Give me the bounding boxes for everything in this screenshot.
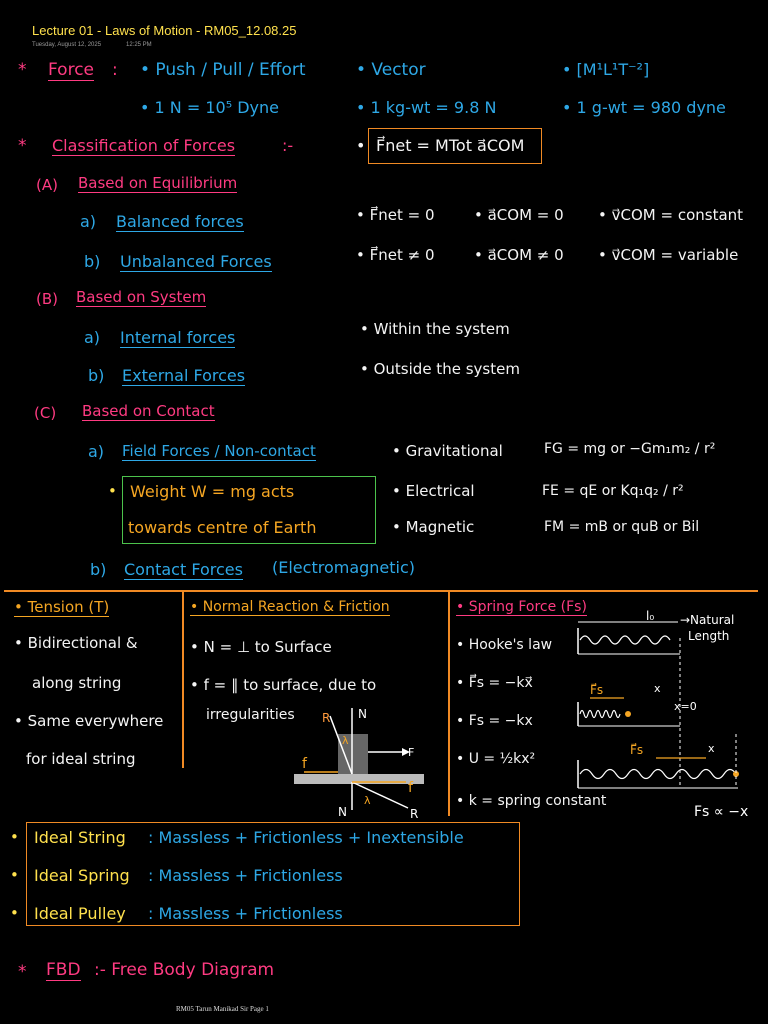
spring-line-5: • k = spring constant	[456, 793, 607, 809]
magnetic-label: • Magnetic	[392, 518, 475, 536]
label-f-left: f	[302, 756, 307, 772]
balanced-cond-fnet: • F⃗net = 0	[356, 206, 435, 224]
weight-line-1: Weight W = mg acts	[130, 482, 295, 501]
natural-label: →Natural	[680, 613, 735, 627]
gravitational-label: • Gravitational	[392, 442, 503, 460]
ideal-spring-title: Ideal Spring	[34, 866, 130, 885]
time-stamp: 12:25 PM	[126, 42, 152, 48]
unbalanced-cond-fnet: • F⃗net ≠ 0	[356, 246, 435, 264]
ideal-spring-props: : Massless + Frictionless	[148, 866, 343, 885]
ideal-string-bullet: •	[10, 828, 19, 846]
internal-desc: • Within the system	[360, 320, 510, 338]
force-colon: :	[112, 60, 118, 80]
electrical-label: • Electrical	[392, 482, 475, 500]
spring-stretched	[580, 770, 736, 779]
spring-natural	[580, 636, 670, 644]
spring-line-2: • F⃗s = −kx⃗	[456, 675, 533, 691]
page-footer: RM05 Tarun Manikad Sir Page 1	[176, 1005, 269, 1013]
spring-compressed	[580, 711, 620, 718]
fs-label-2: F⃗s	[630, 743, 644, 757]
balanced-cond-acom: • a⃗COM = 0	[474, 206, 564, 224]
mass-compressed	[625, 711, 631, 717]
friction-diagram	[290, 704, 430, 820]
fnet-bullet: •	[356, 136, 366, 155]
label-F: F	[408, 746, 415, 759]
x0-label: x=0	[674, 700, 697, 713]
length-label: Length	[688, 629, 730, 643]
classification-star: *	[18, 136, 27, 156]
fs-proportional: Fs ∝ −x	[694, 804, 749, 820]
force-push-pull: • Push / Pull / Effort	[140, 60, 306, 80]
tension-line-3: • Same everywhere	[14, 712, 164, 730]
external-label: b)	[88, 366, 105, 385]
tension-line-1: • Bidirectional &	[14, 634, 138, 652]
spring-heading: • Spring Force (Fs)	[456, 599, 587, 615]
page-title: Lecture 01 - Laws of Motion - RM05_12.08.25	[32, 23, 297, 38]
spring-line-1: • Hooke's law	[456, 637, 553, 653]
contact-forces: Contact Forces	[124, 560, 243, 579]
label-lambda-bottom: λ	[364, 794, 371, 807]
label-N-bottom: N	[338, 805, 347, 819]
classification-suffix: :-	[282, 136, 294, 155]
fs-label-1: F⃗s	[590, 683, 604, 697]
ideal-pulley-bullet: •	[10, 904, 19, 922]
l0-label: l₀	[646, 609, 655, 623]
fbd-star: *	[18, 962, 27, 982]
force-heading: Force	[48, 60, 94, 80]
unbalanced-forces: Unbalanced Forces	[120, 252, 272, 271]
kg-wt: • 1 kg-wt = 9.8 N	[356, 98, 497, 117]
fbd-heading: FBD	[46, 960, 81, 980]
ideal-string-title: Ideal String	[34, 828, 126, 847]
force-dimension: • [M¹L¹T⁻²]	[562, 60, 650, 79]
external-forces: External Forces	[122, 366, 246, 385]
weight-line-2: towards centre of Earth	[128, 518, 317, 537]
unbalanced-label: b)	[84, 252, 101, 271]
label-lambda-top: λ	[342, 734, 349, 747]
label-N-top: N	[358, 707, 367, 721]
unbalanced-cond-vcom: • v⃗COM = variable	[598, 246, 739, 264]
section-c-label: (C)	[34, 404, 57, 422]
ideal-string-props: : Massless + Frictionless + Inextensible	[148, 828, 464, 847]
magnetic-eq: FM = mB or quB or Bil	[544, 519, 700, 535]
electrical-eq: FE = qE or Kq₁q₂ / r²	[542, 483, 684, 499]
section-c-title: Based on Contact	[82, 402, 215, 420]
field-label: a)	[88, 442, 105, 461]
balanced-cond-vcom: • v⃗COM = constant	[598, 206, 744, 224]
tension-heading: • Tension (T)	[14, 598, 110, 616]
force-star: *	[18, 60, 27, 80]
newton-dyne: • 1 N = 10⁵ Dyne	[140, 98, 279, 117]
normal-heading: • Normal Reaction & Friction	[190, 599, 390, 615]
force-vector: • Vector	[356, 60, 426, 80]
separator-top	[4, 590, 758, 592]
g-wt: • 1 g-wt = 980 dyne	[562, 98, 726, 117]
label-R-bottom: R	[410, 807, 419, 820]
tension-line-4: for ideal string	[26, 750, 136, 768]
field-forces: Field Forces / Non-contact	[122, 442, 316, 460]
fbd-suffix: :- Free Body Diagram	[94, 960, 275, 980]
section-b-title: Based on System	[76, 288, 207, 306]
spring-line-3: • Fs = −kx	[456, 713, 533, 729]
separator-col-2	[448, 592, 450, 816]
reaction-vector-down	[352, 782, 408, 808]
spring-line-4: • U = ½kx²	[456, 751, 536, 767]
tension-line-2: along string	[32, 674, 122, 692]
normal-line-3: irregularities	[206, 707, 295, 723]
section-b-label: (B)	[36, 290, 58, 308]
internal-label: a)	[84, 328, 101, 347]
ideal-spring-bullet: •	[10, 866, 19, 884]
contact-suffix: (Electromagnetic)	[272, 558, 416, 577]
label-f-right: f	[408, 780, 413, 796]
x-label-2: x	[708, 742, 715, 755]
unbalanced-cond-acom: • a⃗COM ≠ 0	[474, 246, 564, 264]
balanced-label: a)	[80, 212, 97, 231]
x-label-1: x	[654, 682, 661, 695]
ideal-pulley-props: : Massless + Frictionless	[148, 904, 343, 923]
label-R-top: R	[322, 711, 331, 725]
internal-forces: Internal forces	[120, 328, 236, 347]
normal-line-2: • f = ∥ to surface, due to	[190, 676, 377, 694]
classification-heading: Classification of Forces	[52, 136, 236, 155]
fnet-equation: F⃗net = MTot a⃗COM	[376, 136, 525, 155]
section-a-title: Based on Equilibrium	[78, 174, 238, 192]
weight-bullet: •	[108, 482, 117, 500]
ideal-pulley-title: Ideal Pulley	[34, 904, 126, 923]
contact-label: b)	[90, 560, 107, 579]
date-stamp: Tuesday, August 12, 2025	[32, 42, 102, 48]
gravitational-eq: FG = mg or −Gm₁m₂ / r²	[544, 441, 716, 457]
external-desc: • Outside the system	[360, 360, 520, 378]
section-a-label: (A)	[36, 176, 58, 194]
balanced-forces: Balanced forces	[116, 212, 244, 231]
separator-col-1	[182, 592, 184, 768]
spring-diagram	[576, 608, 762, 826]
normal-line-1: • N = ⊥ to Surface	[190, 638, 332, 656]
